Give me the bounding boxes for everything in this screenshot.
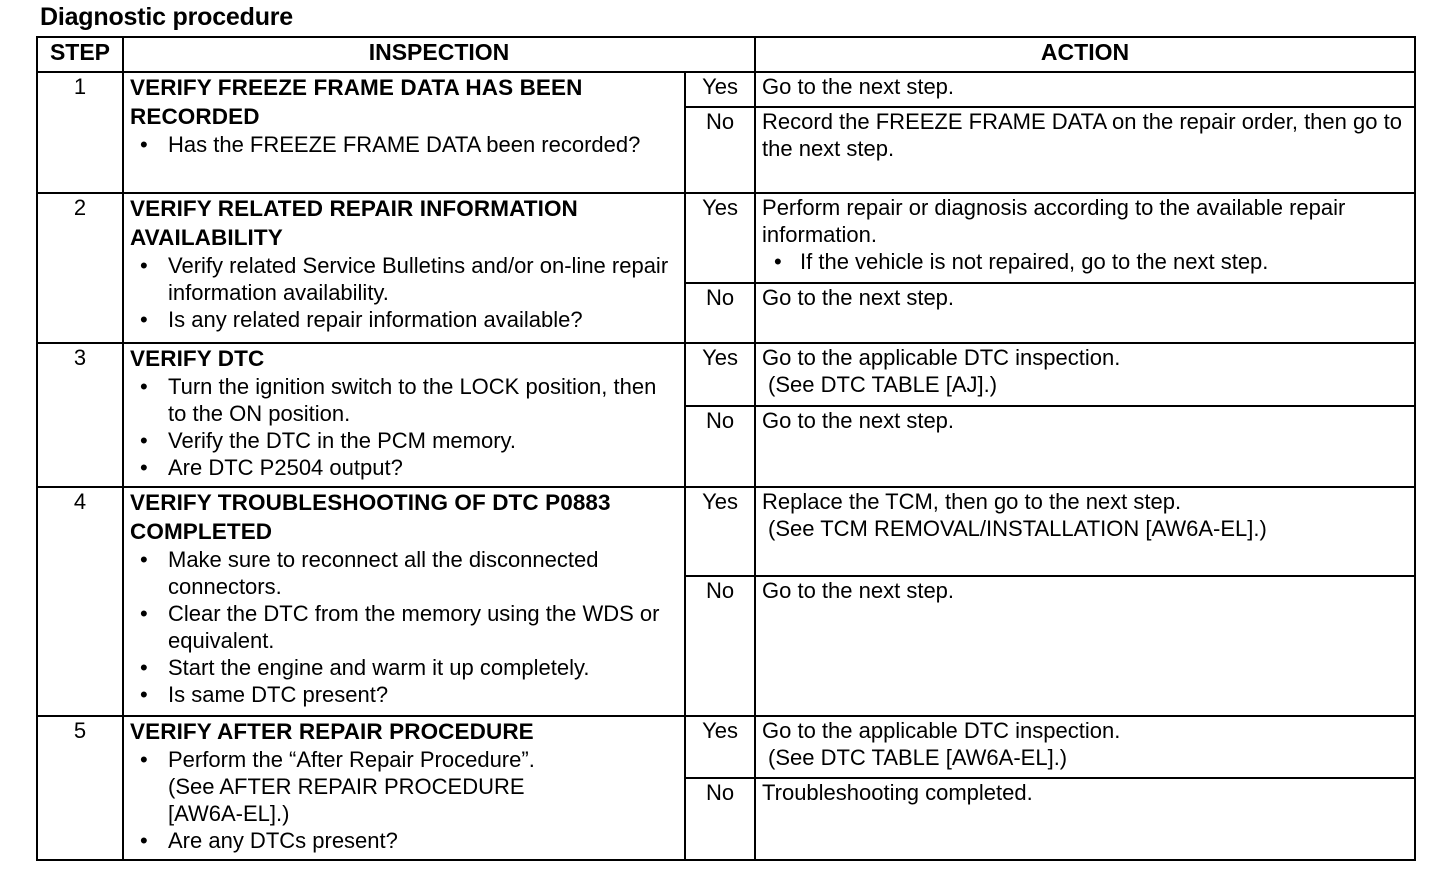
step-number: 3 (37, 343, 123, 487)
inspection-bullet: • Are any DTCs present? (130, 827, 678, 854)
inspection-title: VERIFY RELATED REPAIR INFORMATION AVAILABILITY (130, 196, 578, 250)
no-action (755, 107, 1415, 193)
action-text: Go to the applicable DTC inspection. (762, 718, 1121, 743)
inspection-cell (123, 72, 685, 193)
action-text: Perform repair or diagnosis according to the available repair information. (762, 195, 1346, 247)
step-row-yes (37, 193, 1415, 283)
inspection-bullet: • Has the FREEZE FRAME DATA been recorded? (130, 131, 678, 158)
inspection-bullets (130, 131, 678, 158)
no-action (755, 778, 1415, 860)
no-label: No (685, 107, 755, 193)
yes-label: Yes (685, 487, 755, 576)
yes-action (755, 487, 1415, 576)
inspection-title: VERIFY TROUBLESHOOTING OF DTC P0883 COMPLETED (130, 490, 611, 544)
inspection-cell (123, 716, 685, 860)
inspection-bullet: • Make sure to reconnect all the disconnected connectors. (130, 546, 678, 600)
inspection-bullets (130, 746, 678, 854)
inspection-cell (123, 487, 685, 716)
action-text: Go to the next step. (762, 74, 955, 99)
inspection-title: VERIFY DTC (130, 346, 265, 371)
action-reference: (See TCM REMOVAL/INSTALLATION [AW6A-EL].) (768, 516, 1267, 541)
action-text: Go to the applicable DTC inspection. (762, 345, 1121, 370)
yes-action (755, 193, 1415, 283)
no-label: No (685, 778, 755, 860)
yes-action (755, 72, 1415, 107)
no-action (755, 283, 1415, 343)
inspection-cell (123, 343, 685, 487)
inspection-bullet: • Verify the DTC in the PCM memory. (130, 427, 678, 454)
action-text: Troubleshooting completed. (762, 780, 1033, 805)
yes-action (755, 716, 1415, 778)
inspection-bullet: • Are DTC P2504 output? (130, 454, 678, 481)
action-reference: (See DTC TABLE [AJ].) (768, 372, 998, 397)
yes-label: Yes (685, 72, 755, 107)
inspection-bullets (130, 252, 678, 333)
no-action (755, 406, 1415, 487)
inspection-bullet: • Clear the DTC from the memory using the WDS or equivalent. (130, 600, 678, 654)
step-row-yes (37, 343, 1415, 406)
step-number: 2 (37, 193, 123, 343)
inspection-bullet: • Is same DTC present? (130, 681, 678, 708)
action-text: Go to the next step. (762, 285, 955, 310)
header-step: STEP (37, 37, 123, 72)
no-label: No (685, 283, 755, 343)
header-action: ACTION (755, 37, 1415, 72)
action-text: Go to the next step. (762, 578, 955, 603)
action-text: Replace the TCM, then go to the next step. (762, 489, 1182, 514)
no-label: No (685, 406, 755, 487)
yes-action (755, 343, 1415, 406)
yes-label: Yes (685, 193, 755, 283)
step-number: 5 (37, 716, 123, 860)
header-row (37, 37, 1415, 72)
inspection-bullet: • Is any related repair information available? (130, 306, 678, 333)
inspection-bullet: • Perform the “After Repair Procedure”. (See AFTER REPAIR PROCEDURE [AW6A-EL].) (130, 746, 578, 827)
header-inspection: INSPECTION (123, 37, 755, 72)
inspection-bullet: • Turn the ignition switch to the LOCK position, then to the ON position. (130, 373, 678, 427)
step-row-yes (37, 487, 1415, 576)
action-text: Go to the next step. (762, 408, 955, 433)
inspection-title: VERIFY FREEZE FRAME DATA HAS BEEN RECORDED (130, 75, 583, 129)
yes-label: Yes (685, 343, 755, 406)
step-number: 4 (37, 487, 123, 716)
inspection-bullets (130, 373, 678, 481)
diagnostic-table (36, 36, 1416, 861)
no-label: No (685, 576, 755, 716)
inspection-bullets (130, 546, 678, 708)
page-title: Diagnostic procedure (40, 3, 293, 31)
step-number: 1 (37, 72, 123, 193)
action-text: Record the FREEZE FRAME DATA on the repair order, then go to the next step. (762, 109, 1402, 161)
yes-label: Yes (685, 716, 755, 778)
action-bullet: • If the vehicle is not repaired, go to the next step. (762, 248, 1408, 275)
inspection-bullet: • Verify related Service Bulletins and/or on-line repair information availability. (130, 252, 678, 306)
inspection-bullet: • Start the engine and warm it up completely. (130, 654, 678, 681)
inspection-title: VERIFY AFTER REPAIR PROCEDURE (130, 719, 534, 744)
step-row-yes (37, 72, 1415, 107)
inspection-cell (123, 193, 685, 343)
no-action (755, 576, 1415, 716)
step-row-yes (37, 716, 1415, 778)
action-reference: (See DTC TABLE [AW6A-EL].) (768, 745, 1068, 770)
